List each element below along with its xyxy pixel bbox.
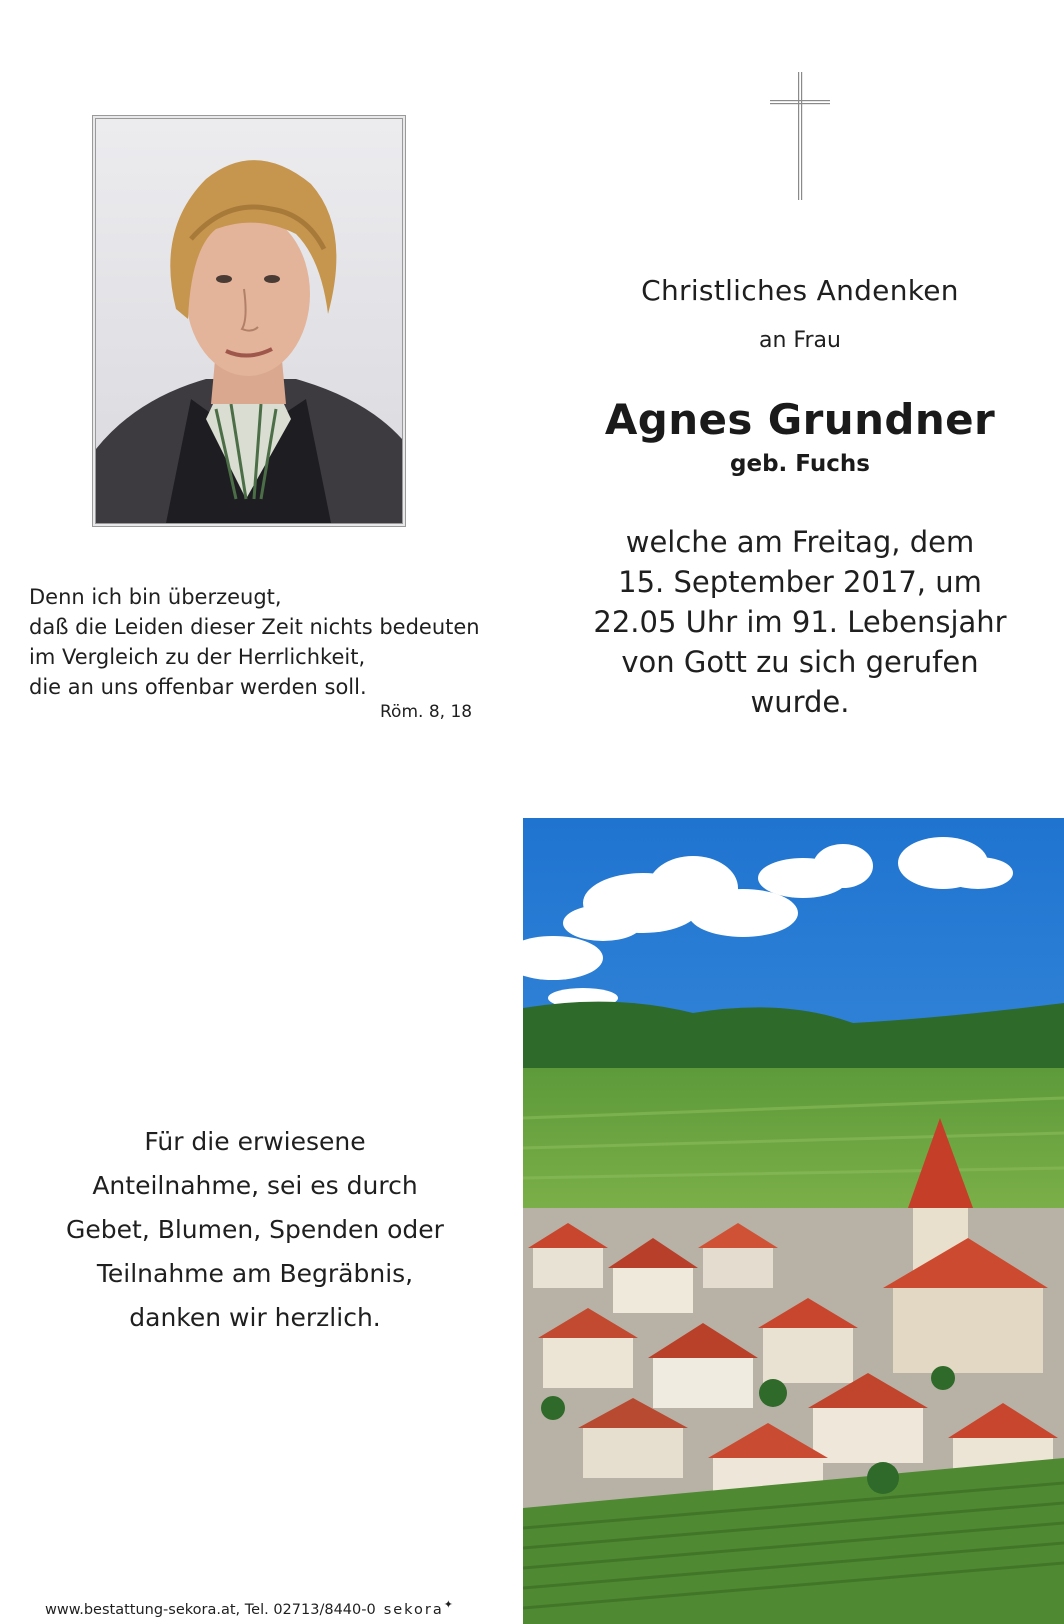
death-notice-line: von Gott zu sich gerufen xyxy=(621,645,979,679)
verse-line: die an uns offenbar werden soll. xyxy=(29,675,367,699)
thanks-line: Teilnahme am Begräbnis, xyxy=(96,1259,414,1288)
verse-line: Denn ich bin überzeugt, xyxy=(29,585,282,609)
funeral-home-footer xyxy=(45,1598,453,1618)
death-notice-line: wurde. xyxy=(750,685,850,719)
death-notice-line: 15. September 2017, um xyxy=(618,565,982,599)
landscape-image xyxy=(523,818,1064,1624)
thanks-line: Gebet, Blumen, Spenden oder xyxy=(66,1215,444,1244)
portrait-image xyxy=(96,119,402,523)
thanks-line: Für die erwiesene xyxy=(144,1127,366,1156)
village-landscape-photo xyxy=(523,818,1064,1624)
death-notice xyxy=(590,522,1010,722)
card-heading: Christliches Andenken xyxy=(641,274,959,307)
verse-line: im Vergleich zu der Herrlichkeit, xyxy=(29,645,366,669)
thank-you-message xyxy=(30,1120,480,1340)
maiden-name: geb. Fuchs xyxy=(730,451,870,477)
cross-icon xyxy=(770,72,830,200)
thanks-line: Anteilnahme, sei es durch xyxy=(92,1171,418,1200)
footer-brand-logo: sekora xyxy=(383,1602,444,1618)
bible-verse xyxy=(29,582,480,702)
death-notice-line: 22.05 Uhr im 91. Lebensjahr xyxy=(593,605,1007,639)
death-notice-line: welche am Freitag, dem xyxy=(625,525,975,559)
deceased-name: Agnes Grundner xyxy=(604,395,996,444)
verse-reference: Röm. 8, 18 xyxy=(380,702,473,722)
verse-line: daß die Leiden dieser Zeit nichts bedeuten xyxy=(29,615,480,639)
portrait-photo xyxy=(92,115,406,527)
salutation: an Frau xyxy=(759,328,841,353)
footer-contact: www.bestattung-sekora.at, Tel. 02713/8440-0 xyxy=(45,1602,376,1618)
thanks-line: danken wir herzlich. xyxy=(129,1303,381,1332)
bird-icon: ✦ xyxy=(443,1598,453,1611)
